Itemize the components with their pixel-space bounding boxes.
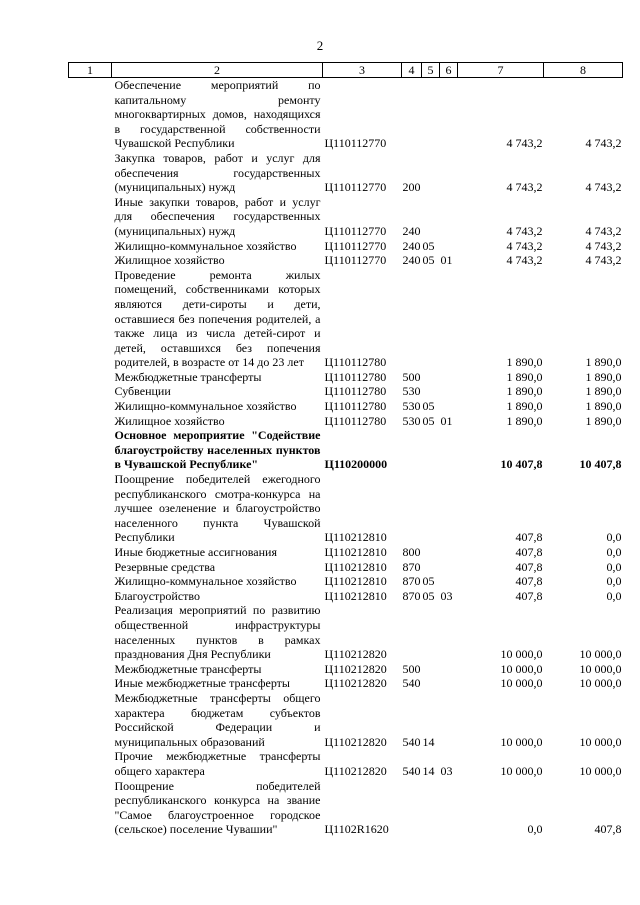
row-name: Основное мероприятие "Содействие благоустройству населенных пунктов в Чувашской Республике" [114,428,321,472]
row-amount-1: 1 890,0 [506,384,543,399]
row-name: Жилищное хозяйство [114,413,225,428]
table-row [69,691,623,749]
row-name: Поощрение победителей ежегодного республиканского смотра-конкурса на лучшее озеленение и благоустройство населенного пункта Чувашской Республики [114,472,321,545]
row-subsection: 01 [440,253,453,268]
table-row [69,545,623,560]
row-amount-2: 4 743,2 [585,253,622,268]
row-section [422,560,440,575]
empty-cell [69,560,112,575]
row-code: Ц110212820 [324,763,387,778]
header-cell-6: 6 [440,63,458,78]
row-amount-1: 4 743,2 [506,180,543,195]
row-code: Ц110212820 [324,734,387,749]
empty-cell [69,676,112,691]
row-expense-type: 500 [402,369,421,384]
row-code: Ц110112780 [324,384,387,399]
table-row [69,603,623,661]
row-name: Обеспечение мероприятий по капитальному ремонту многоквартирных домов, находящихся в государственной собственности Чувашской Республики [114,78,321,151]
row-code: Ц110212820 [324,676,387,691]
table-row [69,589,623,604]
row-amount-2: 0,0 [606,574,622,589]
row-expense-type: 540 [402,734,421,749]
row-amount-2: 4 743,2 [585,238,622,253]
row-name: Проведение ремонта жилых помещений, собственниками которых являются дети-сироты и дети, оставшиеся без попечения родителей, а также лица из числа детей-сирот и детей, оставшихся без попечения родителей, в возрасте от 14 до 23 лет [114,267,321,370]
row-amount-2: 1 890,0 [585,384,622,399]
empty-cell [69,399,112,414]
row-section [422,472,440,545]
row-code: Ц110112770 [324,136,387,151]
empty-cell [69,691,112,749]
row-amount-1: 407,8 [515,588,543,603]
row-subsection [440,399,458,414]
row-section: 14 [422,763,435,778]
row-expense-type: 870 [402,588,421,603]
row-section: 05 [422,574,435,589]
row-expense-type: 540 [402,676,421,691]
row-amount-2: 4 743,2 [585,180,622,195]
row-section: 05 [422,238,435,253]
table-row [69,560,623,575]
header-cell-7: 7 [458,63,544,78]
row-expense-type: 530 [402,384,421,399]
table-body [69,78,623,837]
row-subsection [440,151,458,195]
table-row [69,428,623,472]
row-section [422,370,440,385]
table-header [69,63,623,78]
row-code: Ц110112780 [324,355,387,370]
row-expense-type: 240 [402,253,421,268]
row-section [422,676,440,691]
row-section: 05 [422,253,435,268]
empty-cell [69,603,112,661]
row-name: Иные закупки товаров, работ и услуг для обеспечения государственных (муниципальных) нужд [114,194,321,238]
row-subsection [440,603,458,661]
row-amount-2: 1 890,0 [585,399,622,414]
row-section [422,384,440,399]
row-amount-2: 10 000,0 [579,676,622,691]
row-expense-type: 500 [402,661,421,676]
row-code: Ц110212810 [324,574,387,589]
empty-cell [69,268,112,370]
row-name: Иные межбюджетные трансферты [114,676,290,691]
row-section [422,779,440,837]
budget-table [68,62,622,837]
row-amount-2: 0,0 [606,559,622,574]
row-amount-1: 10 000,0 [500,661,543,676]
row-subsection [440,78,458,151]
row-amount-2: 0,0 [606,588,622,603]
row-section: 05 [422,588,435,603]
row-amount-1: 4 743,2 [506,136,543,151]
row-code: Ц110212820 [324,661,387,676]
header-cell-3: 3 [323,63,402,78]
row-code: Ц110212810 [324,559,387,574]
row-amount-2: 10 000,0 [579,647,622,662]
row-amount-2: 4 743,2 [585,223,622,238]
row-expense-type: 530 [402,413,421,428]
row-subsection [440,472,458,545]
row-subsection [440,691,458,749]
row-code: Ц110212810 [324,588,387,603]
row-amount-1: 1 890,0 [506,355,543,370]
empty-cell [69,662,112,677]
empty-cell [69,253,112,268]
row-name: Прочие межбюджетные трансферты общего характера [114,749,321,778]
empty-cell [69,239,112,254]
row-subsection [440,662,458,677]
row-name: Субвенции [114,384,171,399]
row-subsection: 03 [440,763,453,778]
row-name: Межбюджетные трансферты [114,369,262,384]
row-amount-2: 4 743,2 [585,136,622,151]
row-amount-1: 1 890,0 [506,399,543,414]
row-subsection [440,370,458,385]
row-amount-2: 10 407,8 [579,457,622,472]
table-row [69,749,623,778]
row-subsection [440,676,458,691]
row-code: Ц110200000 [324,457,388,472]
row-subsection [440,384,458,399]
row-amount-1: 10 000,0 [500,676,543,691]
row-section: 14 [422,734,435,749]
table-row [69,195,623,239]
row-expense-type [402,472,422,545]
row-amount-2: 407,8 [594,822,622,837]
row-section [422,268,440,370]
table-row [69,78,623,151]
empty-cell [69,414,112,429]
empty-cell [69,195,112,239]
row-expense-type: 540 [402,763,421,778]
row-name: Жилищное хозяйство [114,253,225,268]
row-code: Ц110112770 [324,180,387,195]
empty-cell [69,384,112,399]
header-cell-1: 1 [69,63,112,78]
row-name: Закупка товаров, работ и услуг для обеспечения государственных (муниципальных) нужд [114,150,321,195]
row-amount-1: 10 000,0 [500,763,543,778]
table-row [69,253,623,268]
table-row [69,574,623,589]
row-expense-type: 870 [402,559,421,574]
row-expense-type [402,603,422,661]
row-amount-1: 10 407,8 [500,457,543,472]
row-expense-type [402,428,422,472]
row-name: Жилищно-коммунальное хозяйство [114,399,297,414]
row-section [422,195,440,239]
row-name: Благоустройство [114,588,201,603]
row-amount-1: 407,8 [515,530,543,545]
row-name: Резервные средства [114,559,216,574]
table-row [69,676,623,691]
empty-cell [69,545,112,560]
row-section [422,545,440,560]
row-code: Ц110212820 [324,647,387,662]
row-amount-1: 1 890,0 [506,413,543,428]
empty-cell [69,78,112,151]
row-subsection [440,239,458,254]
row-code: Ц110112780 [324,413,387,428]
row-code: Ц110112770 [324,238,387,253]
row-name: Реализация мероприятий по развитию общественной инфраструктуры населенных пунктов в рамках празднования Дня Республики [114,603,321,662]
row-amount-1: 407,8 [515,545,543,559]
row-amount-1: 4 743,2 [506,223,543,238]
row-amount-2: 1 890,0 [585,355,622,370]
row-section [422,662,440,677]
row-amount-2: 1 890,0 [585,369,622,384]
row-expense-type: 870 [402,574,421,589]
row-expense-type: 530 [402,399,421,414]
table-row [69,414,623,429]
row-expense-type [402,268,422,370]
row-code: Ц110112780 [324,369,387,384]
header-cell-8: 8 [544,63,623,78]
empty-cell [69,370,112,385]
row-name: Поощрение победителей республиканского конкурса на звание "Самое благоустроенное городское (сельское) поселение Чувашии" [114,778,321,837]
row-subsection: 03 [440,588,453,603]
row-name: Жилищно-коммунальное хозяйство [114,574,297,589]
row-amount-1: 0,0 [527,822,543,837]
row-expense-type: 240 [402,223,421,238]
row-amount-1: 407,8 [515,559,543,574]
row-amount-1: 10 000,0 [500,734,543,749]
row-subsection [440,268,458,370]
row-amount-1: 10 000,0 [500,647,543,662]
row-code: Ц110112770 [324,223,387,238]
row-subsection [440,779,458,837]
row-section [422,151,440,195]
empty-cell [69,574,112,589]
row-amount-2: 10 000,0 [579,661,622,676]
table-row [69,268,623,370]
table-row [69,399,623,414]
row-amount-1: 1 890,0 [506,369,543,384]
row-expense-type [402,779,422,837]
page-number: 2 [316,38,324,53]
row-amount-2: 10 000,0 [579,763,622,778]
row-name: Межбюджетные трансферты [114,661,262,676]
row-section: 05 [422,399,435,414]
row-subsection: 01 [440,413,453,428]
header-cell-2: 2 [112,63,323,78]
table-row [69,662,623,677]
row-subsection [440,195,458,239]
table-row [69,370,623,385]
row-name: Жилищно-коммунальное хозяйство [114,238,297,253]
row-code: Ц1102R1620 [324,822,389,837]
table-row [69,384,623,399]
row-subsection [440,574,458,589]
table-row [69,472,623,545]
row-name: Межбюджетные трансферты общего характера бюджетам субъектов Российской Федерации и муниципальных образований [114,690,321,749]
empty-cell [69,151,112,195]
empty-cell [69,428,112,472]
empty-cell [69,749,112,778]
table-row [69,239,623,254]
row-amount-2: 10 000,0 [579,734,622,749]
row-code: Ц110112770 [324,253,387,268]
row-code: Ц110112780 [324,399,387,414]
empty-cell [69,779,112,837]
row-code: Ц110212810 [324,545,387,559]
row-amount-1: 4 743,2 [506,253,543,268]
row-code: Ц110212810 [324,530,387,545]
empty-cell [69,589,112,604]
row-amount-1: 407,8 [515,574,543,589]
row-expense-type: 800 [402,545,421,559]
row-subsection [440,428,458,472]
header-cell-4: 4 [402,63,422,78]
row-amount-1: 4 743,2 [506,238,543,253]
row-name: Иные бюджетные ассигнования [114,545,277,559]
empty-cell [69,472,112,545]
header-cell-5: 5 [422,63,440,78]
table-row [69,151,623,195]
table-row [69,779,623,837]
row-section [422,78,440,151]
row-section [422,603,440,661]
row-expense-type [402,78,422,151]
row-amount-2: 0,0 [606,530,622,545]
row-subsection [440,560,458,575]
row-amount-2: 1 890,0 [585,413,622,428]
row-section: 05 [422,413,435,428]
row-expense-type: 200 [402,180,421,195]
row-section [422,428,440,472]
row-expense-type: 240 [402,238,421,253]
row-amount-2: 0,0 [606,545,622,559]
row-subsection [440,545,458,560]
